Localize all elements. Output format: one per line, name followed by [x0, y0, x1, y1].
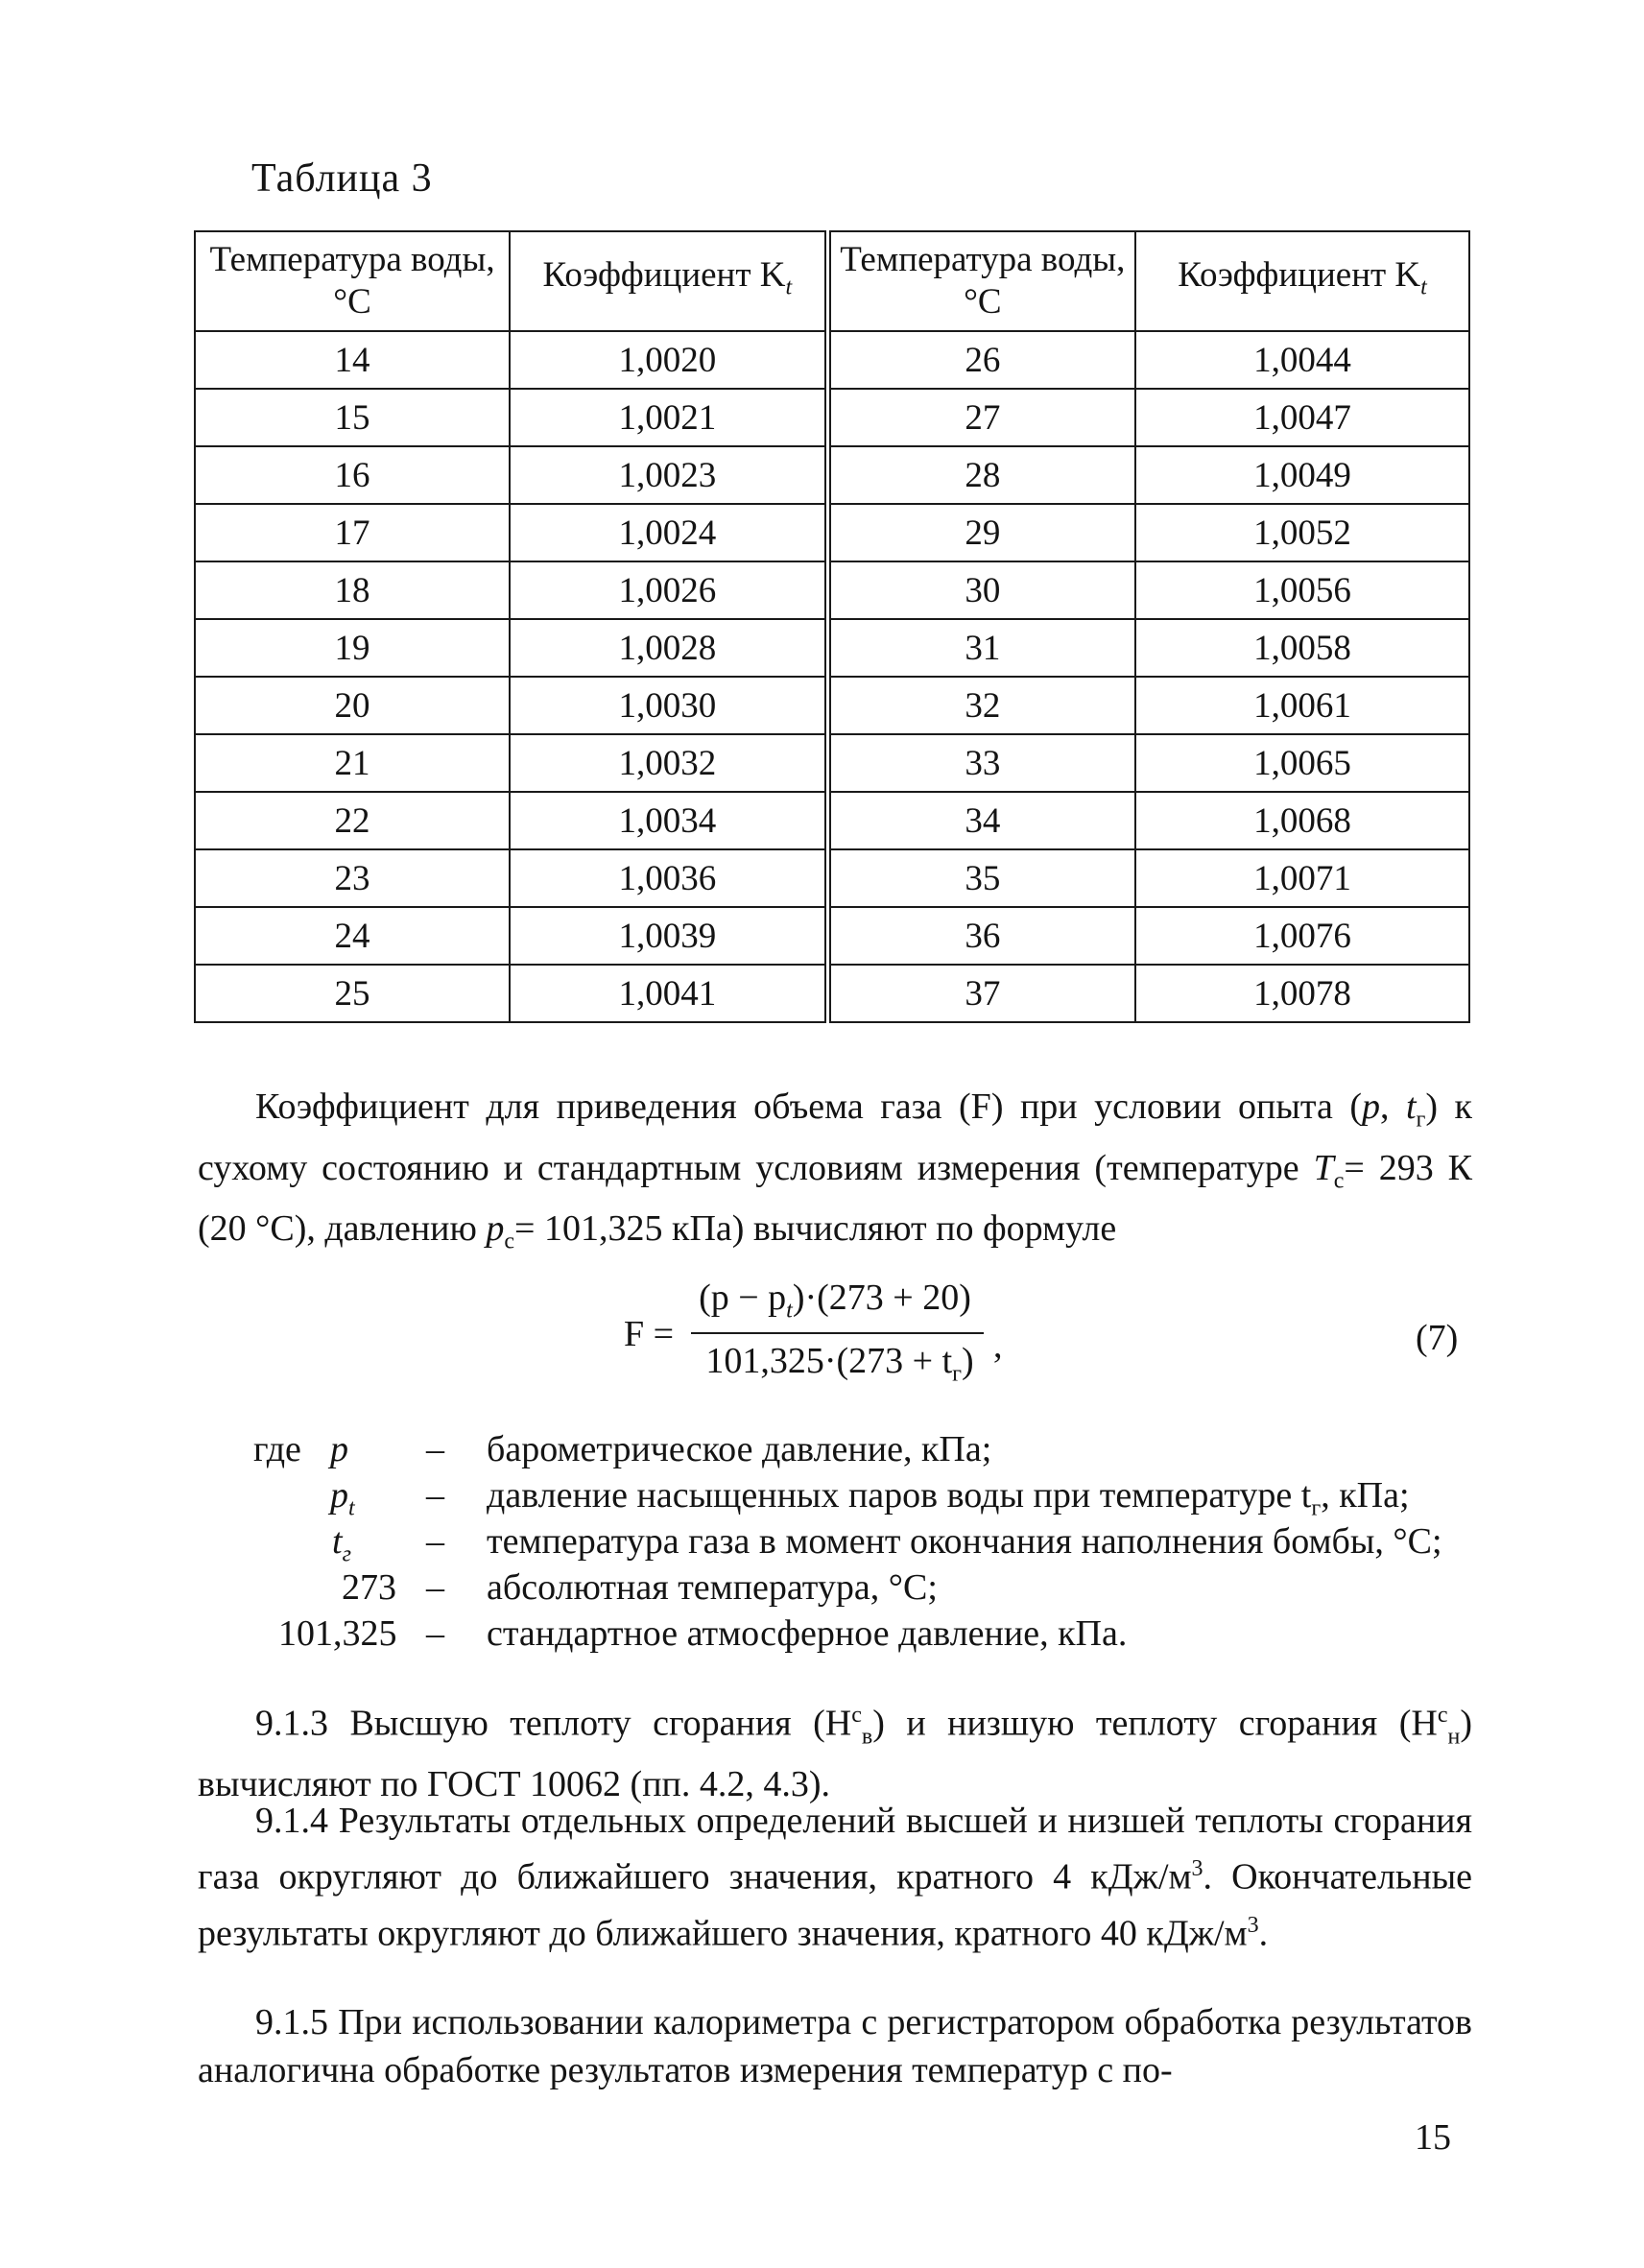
equation-number: (7)	[1416, 1318, 1459, 1358]
cell-temperature-1: 16	[195, 446, 510, 504]
cell-coefficient-2: 1,0058	[1135, 619, 1469, 677]
formula-7	[624, 1277, 1027, 1392]
cell-coefficient-1: 1,0023	[510, 446, 827, 504]
cell-temperature-1: 15	[195, 389, 510, 446]
cell-temperature-2: 33	[827, 734, 1135, 792]
cell-coefficient-1: 1,0036	[510, 849, 827, 907]
paragraph-9-1-4: 9.1.4 Результаты отдельных определений высшей и низшей теплоты сгорания газа округляют до ближайшего значения, кратного 4 кДж/$м^3$. Окончательные результаты округляют до ближайшего значения, кратного 40 кДж/$м^3$.	[198, 1801, 1472, 1954]
table-row	[195, 446, 1469, 504]
paragraph-9-1-5: 9.1.5 При использовании калориметра с регистратором обработка результатов аналогична обработке результатов измерения температур с по-	[198, 2002, 1472, 2090]
cell-temperature-1: 25	[195, 965, 510, 1022]
cell-temperature-2: 36	[827, 907, 1135, 965]
cell-coefficient-1: 1,0030	[510, 677, 827, 734]
formula-numerator: $(p - p_t)\cdot(273 + 20)$	[699, 1277, 971, 1324]
page-number: 15	[1415, 2117, 1451, 2158]
table-row	[195, 849, 1469, 907]
cell-temperature-1: 20	[195, 677, 510, 734]
table-row	[195, 965, 1469, 1022]
cell-temperature-1: 24	[195, 907, 510, 965]
cell-temperature-2: 34	[827, 792, 1135, 849]
cell-temperature-2: 27	[827, 389, 1135, 446]
paragraph-9-1-3: 9.1.3 Высшую теплоту сгорания $(H^с_в)$ и низшую теплоту сгорания $(H^с_н)$ вычисляют по ГОСТ 10062 (пп. 4.2, 4.3).	[198, 1703, 1473, 1805]
fraction-bar	[691, 1332, 984, 1334]
cell-temperature-1: 21	[195, 734, 510, 792]
cell-temperature-1: 14	[195, 331, 510, 389]
cell-coefficient-2: 1,0044	[1135, 331, 1469, 389]
cell-coefficient-2: 1,0071	[1135, 849, 1469, 907]
cell-coefficient-1: 1,0020	[510, 331, 827, 389]
cell-coefficient-1: 1,0028	[510, 619, 827, 677]
formula-comma: ,	[993, 1325, 1003, 1366]
water-temperature-coefficient-table	[194, 230, 1470, 1023]
header-coefficient-2: Коэффициент $K_t$	[1135, 231, 1469, 331]
table-row	[195, 907, 1469, 965]
cell-coefficient-2: 1,0076	[1135, 907, 1469, 965]
table-row	[195, 734, 1469, 792]
formula-lhs: F =	[624, 1314, 675, 1354]
table-row	[195, 792, 1469, 849]
where-label: где	[253, 1429, 301, 1469]
cell-coefficient-1: 1,0032	[510, 734, 827, 792]
table-body	[195, 331, 1469, 1022]
cell-temperature-1: 17	[195, 504, 510, 561]
cell-coefficient-1: 1,0039	[510, 907, 827, 965]
cell-coefficient-2: 1,0065	[1135, 734, 1469, 792]
cell-temperature-2: 30	[827, 561, 1135, 619]
table-row	[195, 504, 1469, 561]
table-row	[195, 561, 1469, 619]
cell-coefficient-1: 1,0021	[510, 389, 827, 446]
cell-coefficient-1: 1,0024	[510, 504, 827, 561]
cell-coefficient-2: 1,0078	[1135, 965, 1469, 1022]
cell-temperature-1: 19	[195, 619, 510, 677]
document-page: Таблица 3 Температура воды, °С Коэффициент $K_t$ Температура воды, °С Коэффициент $K_t$ 14 1,0020 26 1,0044 15 1,0021 27 1,0047 16 1,0023 28 1,0049 17 1,0024 29 1,0052 18 1,0026 30 1,0056 19 1,0028 31 1,0058 20 1,0030 32 1,0061 21 1,0032 33 1,0065 22 1,0034 34 1,0068 23 1,0036 35 1,0071 24 1,0039 36 1,0076 25 1,0041 37 1,0078 Коэффициент для приведения объема газа (F) при условии опыта (p, $t_г$) к сухому состоянию и стандартным условиям измерения (температуре $T_с= 293$ К (20 °С), давлению $p_с= 101,325$ кПа) вычисляют по формуле F = $(p - p_t)\cdot(273 + 20)$ $101,325\cdot(273 + t_г)$ , (7) где p – барометрическое давление, кПа; $p_t$ – давление насыщенных паров воды при температуре $t_г$, кПа; $t_г$ – температура газа в момент окончания наполнения бомбы, °С; 273 – абсолютная температура, °С; 101,325 – стандартное атмосферное давление, кПа. 9.1.3 Высшую теплоту сгорания $(H^с_в)$ и низшую теплоту сгорания $(H^с_н)$ вычисляют по ГОСТ 10062 (пп. 4.2, 4.3). 9.1.4 Результаты отдельных определений высшей и низшей теплоты сгорания газа округляют до ближайшего значения, кратного 4 кДж/$м^3$. Окончательные результаты округляют до ближайшего значения, кратного 40 кДж/$м^3$. 9.1.5 При использовании калориметра с регистратором обработка результатов аналогична обработке результатов измерения температур с по- 15	[0, 0, 1644, 2268]
table-row	[195, 677, 1469, 734]
header-temperature-2: Температура воды, °С	[827, 231, 1135, 331]
header-temperature-1: Температура воды, °С	[195, 231, 510, 331]
table-row	[195, 389, 1469, 446]
cell-coefficient-1: 1,0041	[510, 965, 827, 1022]
cell-temperature-2: 37	[827, 965, 1135, 1022]
table-row	[195, 331, 1469, 389]
table-row	[195, 619, 1469, 677]
cell-temperature-1: 18	[195, 561, 510, 619]
cell-coefficient-2: 1,0056	[1135, 561, 1469, 619]
cell-temperature-1: 23	[195, 849, 510, 907]
cell-coefficient-2: 1,0068	[1135, 792, 1469, 849]
cell-temperature-2: 28	[827, 446, 1135, 504]
cell-temperature-1: 22	[195, 792, 510, 849]
cell-temperature-2: 26	[827, 331, 1135, 389]
formula-denominator: $101,325\cdot(273 + t_г)$	[705, 1341, 974, 1387]
cell-coefficient-1: 1,0034	[510, 792, 827, 849]
cell-coefficient-2: 1,0047	[1135, 389, 1469, 446]
table-header-row	[195, 231, 1469, 331]
formula-intro-paragraph: Коэффициент для приведения объема газа (F) при условии опыта (p, $t_г$) к сухому состоянию и стандартным условиям измерения (температуре $T_с= 293$ К (20 °С), давлению $p_с= 101,325$ кПа) вычисляют по формуле	[198, 1086, 1472, 1254]
cell-temperature-2: 35	[827, 849, 1135, 907]
cell-coefficient-2: 1,0049	[1135, 446, 1469, 504]
cell-temperature-2: 32	[827, 677, 1135, 734]
cell-coefficient-2: 1,0052	[1135, 504, 1469, 561]
cell-temperature-2: 31	[827, 619, 1135, 677]
table-caption: Таблица 3	[251, 156, 433, 201]
cell-temperature-2: 29	[827, 504, 1135, 561]
cell-coefficient-1: 1,0026	[510, 561, 827, 619]
header-coefficient-1: Коэффициент $K_t$	[510, 231, 827, 331]
cell-coefficient-2: 1,0061	[1135, 677, 1469, 734]
